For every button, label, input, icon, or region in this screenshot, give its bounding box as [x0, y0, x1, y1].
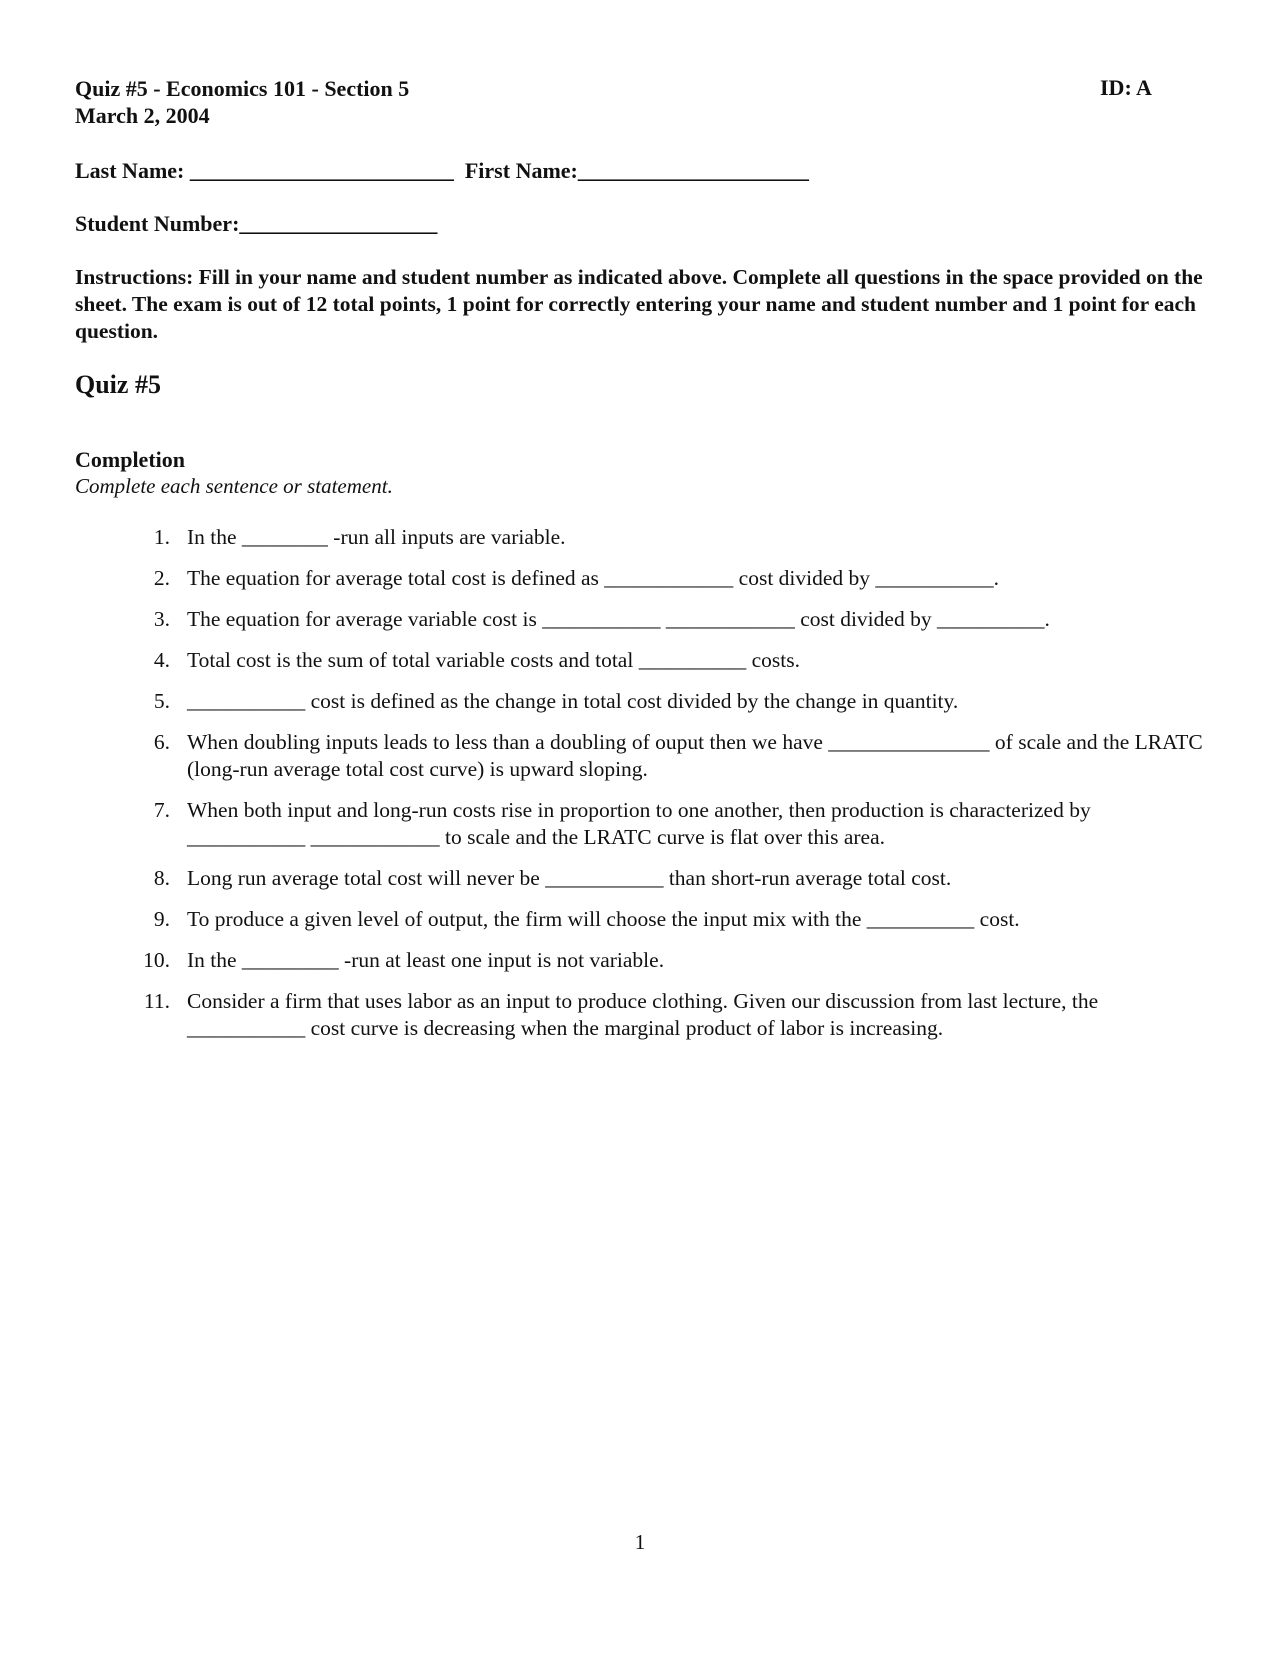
question-text: In the ________ -run all inputs are variable.: [187, 525, 566, 549]
question-text: In the _________ -run at least one input is not variable.: [187, 948, 665, 972]
question-item: [130, 524, 1210, 551]
question-number: 11.: [143, 989, 170, 1013]
student-number-field[interactable]: Student Number:__________________: [75, 211, 438, 236]
question-number: 6.: [153, 730, 170, 754]
question-number: 2.: [153, 566, 170, 590]
page-number: 1: [634, 1530, 646, 1554]
question-list: [130, 524, 1210, 1056]
question-text: When both input and long-run costs rise in proportion to one another, then production is characterized by ___________ ____________ to scale and the LRATC curve is flat over this area.: [187, 798, 1091, 849]
name-fields[interactable]: Last Name: ________________________ First Name:_____________________: [75, 158, 809, 183]
question-item: [130, 865, 1210, 892]
question-number: 3.: [153, 607, 170, 631]
question-number: 8.: [153, 866, 170, 890]
question-item: [130, 947, 1210, 974]
question-text: Total cost is the sum of total variable costs and total __________ costs.: [187, 648, 800, 672]
question-number: 9.: [153, 907, 170, 931]
question-number: 7.: [153, 798, 170, 822]
question-number: 10.: [143, 948, 170, 972]
question-text: To produce a given level of output, the firm will choose the input mix with the __________ cost.: [187, 907, 1020, 931]
question-item: [130, 647, 1210, 674]
quiz-title: Quiz #5: [75, 370, 161, 399]
question-text: When doubling inputs leads to less than a doubling of ouput then we have _______________ of scale and the LRATC (long-run average total cost curve) is upward sloping.: [187, 730, 1203, 781]
question-item: [130, 565, 1210, 592]
section-title: Completion: [75, 447, 185, 472]
question-text: Consider a firm that uses labor as an input to produce clothing. Given our discussion from last lecture, the ___________ cost curve is decreasing when the marginal product of labor is increasing.: [187, 989, 1099, 1040]
question-number: 5.: [153, 689, 170, 713]
question-item: [130, 688, 1210, 715]
question-item: [130, 729, 1210, 783]
question-text: ___________ cost is defined as the change in total cost divided by the change in quantity.: [187, 689, 959, 713]
quiz-date: March 2, 2004: [75, 103, 210, 128]
question-number: 4.: [153, 648, 170, 672]
version-id: ID: A: [1100, 75, 1152, 100]
question-item: [130, 606, 1210, 633]
question-text: Long run average total cost will never be ___________ than short-run average total cost.: [187, 866, 952, 890]
section-subtitle: Complete each sentence or statement.: [75, 474, 393, 498]
question-item: [130, 906, 1210, 933]
question-text: The equation for average variable cost is ___________ ____________ cost divided by __________.: [187, 607, 1050, 631]
quiz-header-title: Quiz #5 - Economics 101 - Section 5: [75, 76, 410, 101]
instructions: Instructions: Fill in your name and student number as indicated above. Complete all questions in the space provided on the sheet. The exam is out of 12 total points, 1 point for correctly entering your name and student number and 1 point for each question.: [75, 265, 1203, 343]
question-item: [130, 797, 1210, 851]
question-text: The equation for average total cost is defined as ____________ cost divided by ___________.: [187, 566, 1000, 590]
question-item: [130, 988, 1210, 1042]
question-number: 1.: [153, 525, 170, 549]
